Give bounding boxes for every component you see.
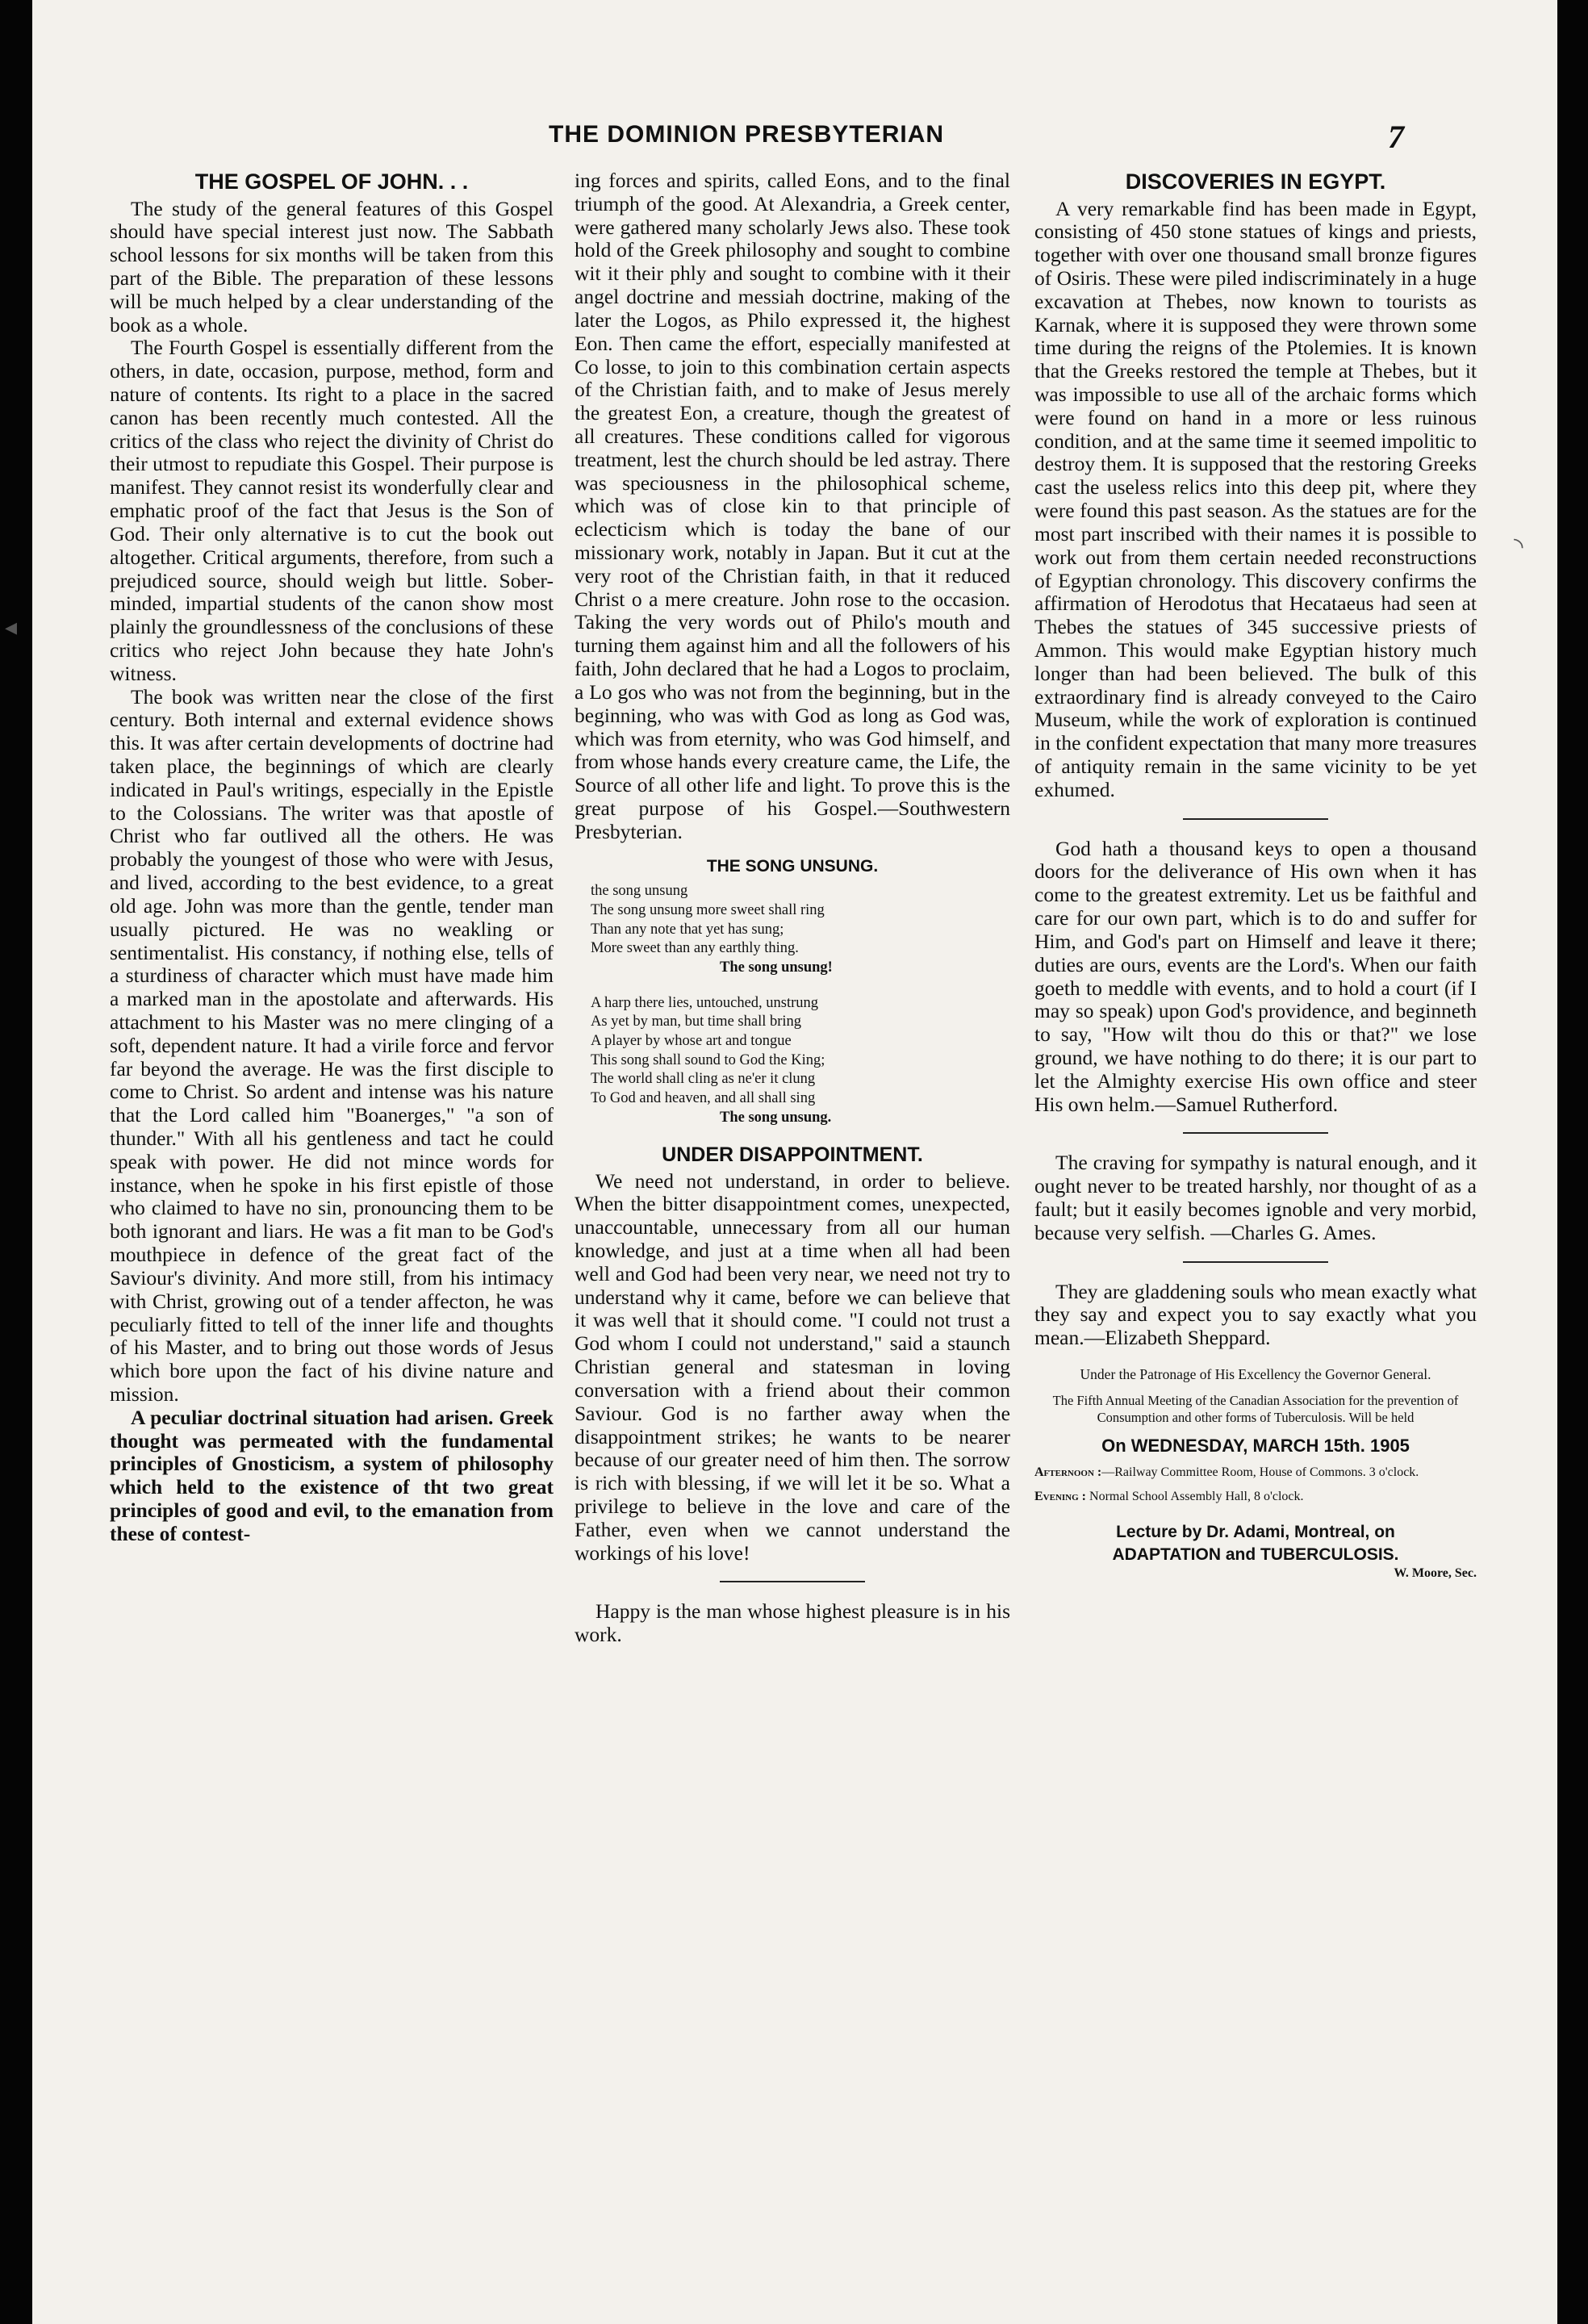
notice-meeting: The Fifth Annual Meeting of the Canadian Association for the prevention of Consumption and other forms of Tuberculosis. Will be held [1052, 1393, 1459, 1426]
poem-line: The song unsung more sweet shall ring [591, 901, 825, 918]
article-paragraph: A very remarkable find has been made in Egypt, consisting of 450 stone statues of kings and priests, together with over one thousand small bronze figures of Osiris. These were piled indiscriminately in a huge excavation at Thebes, now known to tourists as Karnak, where it is supposed they were thrown some time during the reigns of the Ptolemies. It is known that the Greeks restored the temple at Thebes, but it was impossible to use all of the archaic forms which were found on hand in a more or less ruinous condition, and at the same time it seemed impolitic to destroy them. It is supposed that the restoring Greeks cast the useless relics into this deep pit, where they were found this past season. As the statues are for the most part inscribed with their names it is possible to work out from them certain needed reconstructions of Egyptian chronology. This discovery confirms the affirmation of Herodotus that Hecataeus had seen at Thebes the statues of 345 successive priests of Ammon. This would make Egyptian history much longer than had been believed. The bulk of this extraordinary find is already conveyed to the Cairo Museum, while the work of exploration is continued in the confident expectation that many more treasures of antiquity remain in the same vicinity to be yet exhumed. [1034, 196, 1477, 801]
notice-lecture [1034, 1521, 1477, 1567]
notice-evening-label: Evening : [1034, 1489, 1087, 1503]
notice-secretary: W. Moore, Sec. [1394, 1566, 1477, 1581]
page-number: 7 [1388, 119, 1404, 155]
article-paragraph: We need not understand, in order to believe. When the bitter disappointment comes, unexpected, unaccountable, unnecessary from all our human knowledge, and just at a time when all had been well and God had been very near, we need not try to understand why it came, before we can believe that it was well that it should come. "I could not trust a God whom I could not understand," said a staunch Christian general and statesman in loving conversation with a friend about their common Saviour. God is no farther away when the disappointment strikes; he wants to be nearer because of our greater need of him then. The sorrow is rich with blessing, if we will let it be so. What a privilege to believe in the love and care of the Father, even when we cannot understand the workings of his love! [575, 1168, 1010, 1565]
section-divider [1183, 818, 1328, 820]
section-divider [1183, 1261, 1328, 1263]
margin-mark-icon: ◝ [1514, 533, 1523, 560]
article-title-gospel-of-john: THE GOSPEL OF JOHN. . . [194, 169, 469, 194]
notice-lecture-topic: ADAPTATION and TUBERCULOSIS. [1112, 1544, 1399, 1564]
column-right [1034, 169, 1477, 1581]
notice-evening [1034, 1489, 1477, 1505]
poem-line: More sweet than any earthly thing. [591, 940, 799, 957]
running-title: THE DOMINION PRESBYTERIAN [549, 121, 945, 148]
article-paragraph: The study of the general features of this Gospel should have special interest just now. The Sabbath school lessons for six months will be taken from this part of the Bible. The preparation of these lessons will be much helped by a clear understanding of the book as a whole. [110, 196, 554, 336]
article-paragraph: ing forces and spirits, called Eons, and to the final triumph of the good. At Alexandria, a Greek center, were gathered many scholarly Jews also. These took hold of the Greek philosophy and sought to combine wit it their phly and sought to combine with it their angel doctrine and messiah doctrine, making of the later the Logos, as Philo expressed it, the highest Eon. Then came the effort, especially manifested at Co losse, to join to this combination certain aspects of the Christian faith, and to make of Jesus merely the greatest Eon, a creature, though the greatest of all creatures. These conditions called for vigorous treatment, lest the church should be led astray. There was speciousness in the philosophical scheme, which was of close kin to that principle of eclecticism which is today the bane of our missionary work, notably in Japan. But it cut at the very root of the Christian faith, in that it reduced Christ o a mere creature. John rose to the occasion. Taking the very words out of Philo's mouth and turning them against him and all the followers of his faith, John declared that he had a Logos to proclaim, a Lo gos who was not from the beginning, but in the beginning, who was with God as long as God was, which was from eternity, who was God himself, and from whose hands every creature came, the Life, the Source of all other life and light. To prove this is the great purpose of his Gospel.—Southwestern Presbyterian. [575, 169, 1010, 843]
poem-stanza [591, 882, 1010, 977]
article-paragraph: A peculiar doctrinal situation had arisen. Greek thought was permeated with the fundamental principles of Gnosticism, a system of philosophy which held to the existence of tht two great principles of good and evil, to the emanation from these of contest- [110, 1405, 554, 1545]
section-divider [1183, 1132, 1328, 1134]
poem-stanza [591, 994, 1010, 1128]
article-paragraph: They are gladdening souls who mean exactly what they say and expect you to say exactly what you mean.—Elizabeth Sheppard. [1034, 1279, 1477, 1350]
column-left [110, 169, 554, 1546]
article-title-under-disappointment: UNDER DISAPPOINTMENT. [662, 1143, 923, 1167]
article-paragraph: The Fourth Gospel is essentially different from the others, in date, occasion, purpose, method, form and nature of contents. Its right to a place in the sacred canon has been recently much contested. All the critics of the class who reject the divinity of Christ do their utmost to repudiate this Gospel. Their purpose is manifest. They cannot resist its wonderfully clear and emphatic proof of the fact that Jesus is the Son of God. Their only alternative is to cut the book out altogether. Critical arguments, therefore, from such a prejudiced source, should weigh but little. Sober-minded, impartial students of the canon show most plainly the groundlessness of the conclusions of these critics who reject John because they hate John's witness. [110, 336, 554, 685]
poem-line: A player by whose art and tongue [591, 1032, 792, 1049]
margin-mark-icon: ◂ [5, 614, 18, 641]
article-paragraph: The book was written near the close of the first century. Both internal and external evidence shows this. It was after certain developments of doctrine had taken place, the beginnings of which are clearly indicated in Paul's writings, especially in the Epistle to the Colossians. The writer was that apostle of Christ who far outlived all the others. He was probably the youngest of those who were with Jesus, and lived, according to the best evidence, to a great old age. John was more than the gentle, tender man usually pictured. He was no weakling or sentimentalist. His constancy, if nothing else, tells of a sturdiness of character which must have made him a marked man in the apostolate and afterwards. His attachment to his Master was no mere clinging of a soft, dependent nature. It had a virile force and fervor far beyond the average. He was the first disciple to come to Christ. So ardent and intense was his nature that the Lord called him "Boanerges," "a son of thunder." With all his gentleness and tact he could speak with power. He did not mince words for instance, when he spoke in his first epistle of those who claimed to have no sin, pronouncing them to be both ignorant and liars. He was a fit man to be God's mouthpiece in defence of the great fact of the Saviour's divinity. And more still, from his intimacy with Christ, growing out of a tender affecton, he was peculiarly fitted to tell of the inner life and thoughts of his Master, and to bring out those words of Jesus which bore upon the fact of his divine nature and mission. [110, 684, 554, 1406]
poem-line: The world shall cling as ne'er it clung [591, 1071, 816, 1088]
notice-afternoon-label: Afternoon : [1034, 1465, 1102, 1479]
poem-line: As yet by man, but time shall bring [591, 1014, 802, 1030]
poem-line: To God and heaven, and all shall sing [591, 1090, 816, 1106]
poem-line: Than any note that yet has sung; [591, 921, 784, 938]
poem-refrain: The song unsung! [720, 959, 833, 976]
article-paragraph: God hath a thousand keys to open a thousand doors for the deliverance of His own when it has come to the greatest extremity. Let us be faithful and care for our own part, which is to do and suffer for Him, and God's part on Himself and leave it there; duties are ours, events are the Lord's. When our faith goeth to meddle with events, and to hold a court (if I may so speak) upon God's providence, and beginneth to say, "How wilt thou do this or that?" we lose ground, we have nothing to do there; it is our part to let the Almighty exercise His own office and steer His own helm.—Samuel Rutherford. [1034, 836, 1477, 1116]
poem-line: This song shall sound to God the King; [591, 1051, 825, 1068]
newspaper-page [5, 0, 1557, 2324]
section-divider [720, 1581, 865, 1582]
article-paragraph: Happy is the man whose highest pleasure is in his work. [575, 1599, 1010, 1647]
notice-lecture-line: Lecture by Dr. Adami, Montreal, on [1116, 1522, 1395, 1541]
notice-afternoon [1034, 1465, 1477, 1481]
article-paragraph: The craving for sympathy is natural enough, and it ought never to be treated harshly, nor thought of as a fault; but it easily becomes ignoble and very morbid, because very selfish. —Charles G. Ames. [1034, 1151, 1477, 1244]
poem-line: the song unsung [591, 883, 688, 900]
poem [591, 882, 1010, 1127]
notice-patronage: Under the Patronage of His Excellency the Governor General. [1080, 1366, 1431, 1383]
notice-afternoon-text: —Railway Committee Room, House of Commons. 3 o'clock. [1101, 1465, 1419, 1479]
article-title-discoveries-in-egypt: DISCOVERIES IN EGYPT. [1125, 169, 1386, 194]
notice-date: On WEDNESDAY, MARCH 15th. 1905 [1101, 1435, 1410, 1456]
column-middle [575, 169, 1010, 1647]
poem-line: A harp there lies, untouched, unstrung [591, 994, 819, 1011]
poem-refrain: The song unsung. [720, 1109, 832, 1126]
notice-evening-text: Normal School Assembly Hall, 8 o'clock. [1089, 1489, 1304, 1503]
poem-title: THE SONG UNSUNG. [706, 856, 879, 876]
